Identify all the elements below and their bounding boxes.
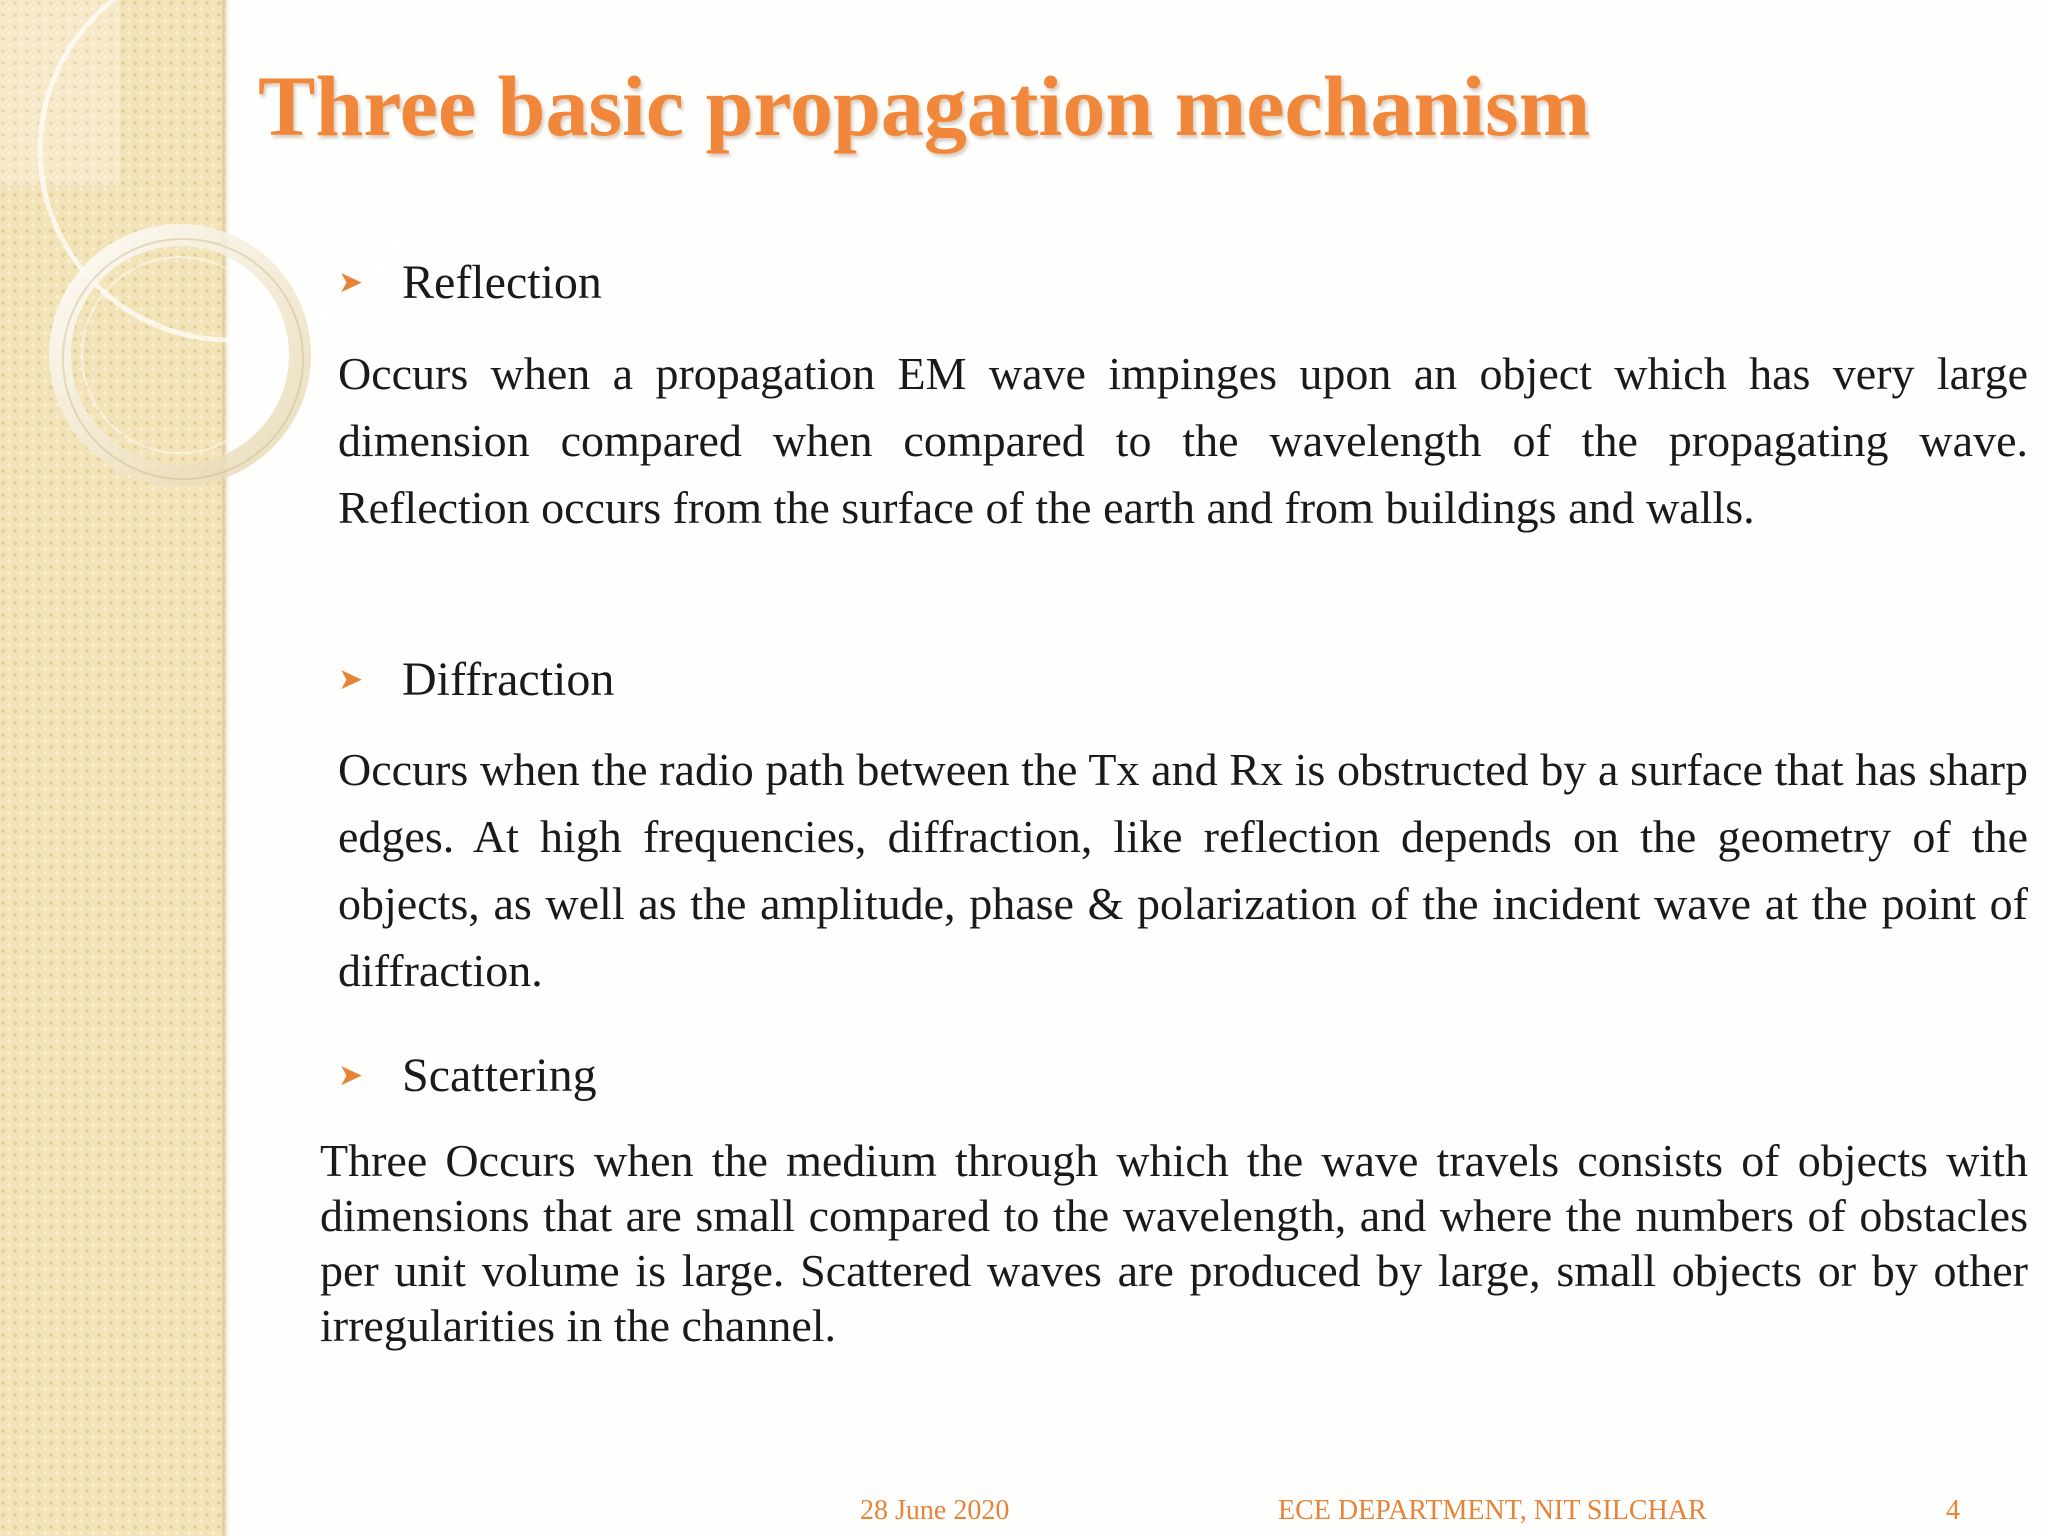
slide-title: Three basic propagation mechanism [258,58,1591,154]
bullet-heading: Diffraction [402,653,615,706]
arrow-bullet-icon: ➤ [338,663,364,696]
footer-page-number: 4 [1946,1495,1960,1526]
reflection-description: Occurs when a propagation EM wave impinges upon an object which has very large dimension compared when compared to the wavelength of the propagating wave. Reflection occurs from the surface of the earth and from buildings and walls. [338,348,2028,533]
bullet-scattering [338,1046,597,1106]
scattering-description: Three Occurs when the medium through which the wave travels consists of objects with dimensions that are small compared to the wavelength, and where the numbers of obstacles per unit volume is large. Scattered waves are produced by large, small objects or by other irregularities in the channel. [320,1135,2028,1351]
arrow-bullet-icon: ➤ [338,1059,364,1092]
footer-department: ECE DEPARTMENT, NIT SILCHAR [1278,1495,1707,1526]
bullet-heading: Scattering [402,1049,597,1102]
diffraction-description: Occurs when the radio path between the Tx and Rx is obstructed by a surface that has sharp edges. At high frequencies, diffraction, like reflection depends on the geometry of the objects, as well as the amplitude, phase & polarization of the incident wave at the point of diffraction. [338,744,2028,996]
bullet-diffraction [338,650,614,710]
bullet-reflection [338,253,602,313]
bullet-heading: Reflection [402,256,602,309]
footer-date: 28 June 2020 [860,1495,1010,1526]
arrow-bullet-icon: ➤ [338,266,364,299]
